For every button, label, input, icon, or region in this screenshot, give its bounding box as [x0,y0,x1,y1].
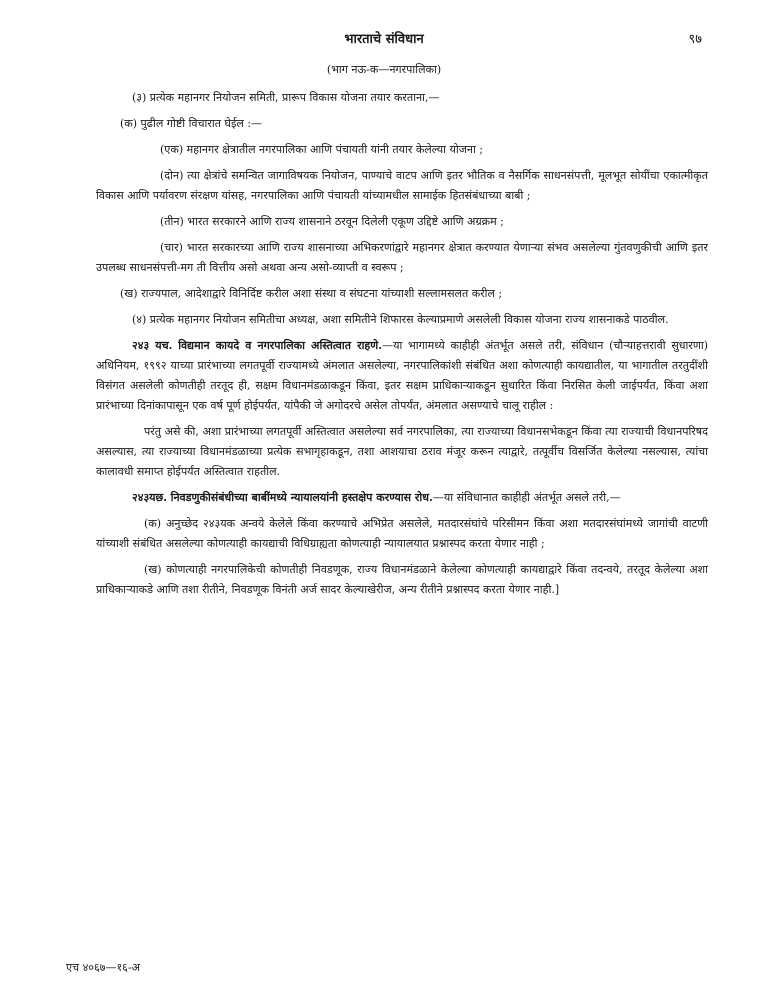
document-body [96,88,708,606]
clause-3-k-1: (एक) महानगर क्षेत्रातील नगरपालिका आणि पंचायती यांनी तयार केलेल्या योजना ; [160,143,484,156]
clause-3-k: (क) पुढील गोष्टी विचारात घेईल :— [120,117,263,130]
section-243yachh [96,488,708,508]
clause-3-kh: (ख) राज्यपाल, आदेशाद्वारे विनिर्दिष्ट करील अशा संस्था व संघटना यांच्याशी सल्लामसलत करील ; [120,287,503,300]
page-footer: एच ४०६७—१६-अ [66,961,141,974]
section-243yachh-number: २४३यछ. [132,491,168,504]
section-243yachh-text: —या संविधानात काहीही अंतर्भूत असले तरी,— [432,491,621,504]
clause-4: (४) प्रत्येक महानगर नियोजन समितीचा अध्यक्ष, अशा समितीने शिफारस केल्याप्रमाणे असलेली विकास योजना राज्य शासनाकडे पाठवील. [132,313,669,326]
clause-3-k-4: (चार) भारत सरकारच्या आणि राज्य शासनाच्या अभिकरणांद्वारे महानगर क्षेत्रात करण्यात येणाऱ्या संभव असलेल्या गुंतवणुकीची आणि इतर उपलब्ध साधनसंपत्ती-मग ती वित्तीय असो अथवा अन्य असो-व्याप्ती व स्वरूप ; [96,241,708,274]
page-subtitle: (भाग नऊ-क—नगरपालिका) [326,63,442,76]
section-243ya-heading: विद्यमान कायदे व नगरपालिका अस्तित्वात राहणे. [178,339,383,352]
section-243yachh-kh: (ख) कोणत्याही नगरपालिकेची कोणतीही निवडणूक, राज्य विधानमंडळाने केलेल्या कोणत्याही कायद्याद्वारे किंवा तदन्वये, तरतूद केलेल्या अशा प्राधिकाऱ्याकडे आणि तशा रीतीने, निवडणूक विनंती अर्ज सादर केल्याखेरीज, अन्य रीतीने प्रश्नास्पद करता येणार नाही.] [96,563,708,596]
section-243ya-proviso: परंतु असे की, अशा प्रारंभाच्या लगतपूर्वी अस्तित्वात असलेल्या सर्व नगरपालिका, त्या राज्याच्या विधानसभेकडून किंवा त्या राज्याची विधानपरिषद असल्यास, त्या राज्याच्या विधानमंडळाच्या प्रत्येक सभागृहाकडून, तशा आशयाचा ठराव मंजूर करून त्याद्वारे, तत्पूर्वीच विसर्जित केलेल्या नसल्यास, त्यांचा कालावधी समाप्त होईपर्यंत अस्तित्वात राहतील. [96,425,708,478]
clause-3-k-3: (तीन) भारत सरकारने आणि राज्य शासनाने ठरवून दिलेली एकूण उद्दिष्टे आणि अग्रक्रम ; [160,215,504,228]
page-number: ९७ [688,32,702,47]
clause-3-k-2: (दोन) त्या क्षेत्रांचे समन्वित जागाविषयक नियोजन, पाण्याचे वाटप आणि इतर भौतिक व नैसर्गिक साधनसंपत्ती, मूलभूत सोयींचा एकात्मीकृत विकास आणि पर्यावरण संरक्षण यांसह, नगरपालिका आणि पंचायती यांच्यामधील सामाईक हितसंबंधाच्या बाबी ; [96,169,708,202]
section-243ya-text: —या भागामध्ये काहीही अंतर्भूत असले तरी, संविधान (चौऱ्याहत्तरावी सुधारणा) अधिनियम, १९९२ याच्या प्रारंभाच्या लगतपूर्वी राज्यामध्ये अंमलात असलेल्या, नगरपालिकांशी संबंधित अशा कोणत्याही कायद्यातील, या भागातील तरतुदींशी विसंगत असलेली कोणतीही तरतूद ही, सक्षम विधानमंडळाकडून किंवा, इतर सक्षम प्राधिकाऱ्याकडून सुधारित किंवा निरसित केली जाईपर्यंत, किंवा अशा प्रारंभाच्या दिनांकापासून एक वर्ष पूर्ण होईपर्यंत, यांपैकी जे अगोदरचे असेल तोपर्यंत, अंमलात असण्याचे चालू राहील : [96,339,708,412]
clause-3: (३) प्रत्येक महानगर नियोजन समिती, प्रारूप विकास योजना तयार करताना,— [132,91,440,104]
section-243ya-number: २४३ यच. [132,339,173,352]
section-243yachh-k: (क) अनुच्छेद २४३यक अन्वये केलेले किंवा करण्याचे अभिप्रेत असलेले, मतदारसंघांचे परिसीमन किंवा अशा मतदारसंघांमध्ये जागांची वाटणी यांच्याशी संबंधित असलेल्या कोणत्याही कायद्याची विधिग्राह्यता कोणत्याही न्यायालयात प्रश्नास्पद करता येणार नाही ; [96,517,708,550]
section-243yachh-heading: निवडणुकीसंबंधीच्या बाबींमध्ये न्यायालयांनी हस्तक्षेप करण्यास रोध. [170,491,433,504]
section-243ya [96,336,708,416]
page-title: भारताचे संविधान [344,32,424,47]
